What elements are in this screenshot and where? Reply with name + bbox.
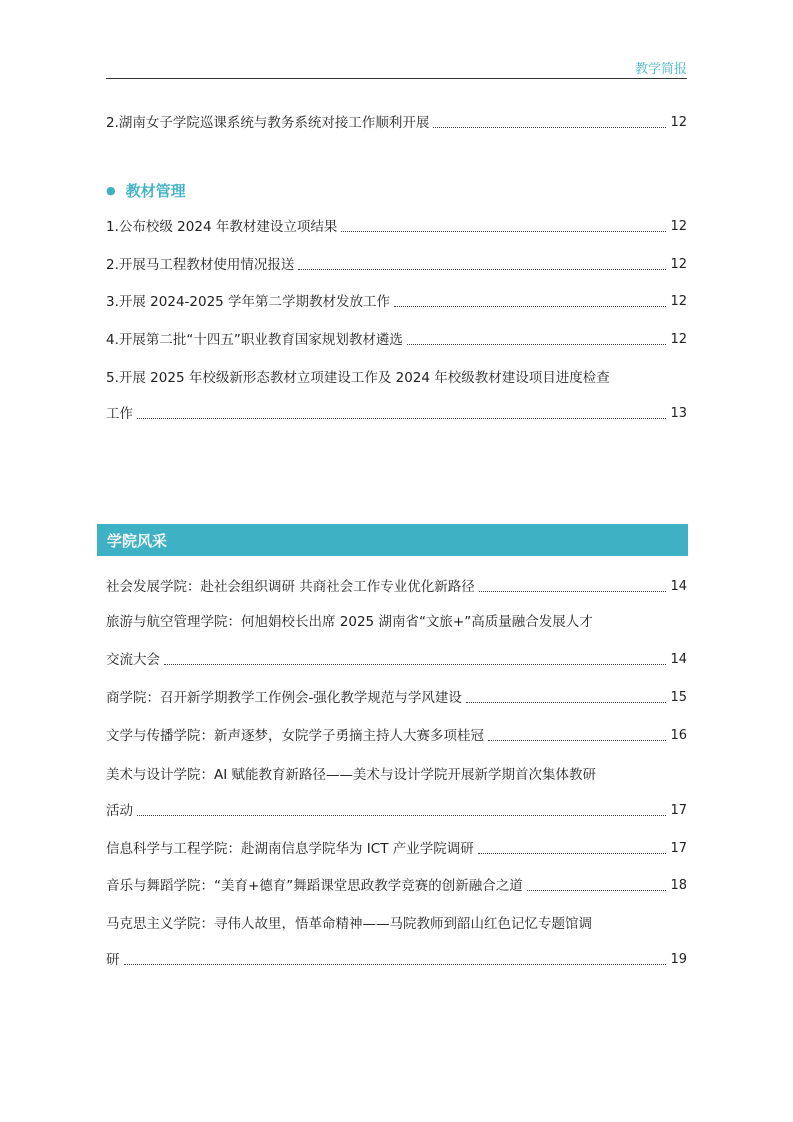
toc-page-number: 12	[670, 257, 687, 272]
toc-entry[interactable]	[106, 871, 687, 895]
toc-entry-text: 文学与传播学院：新声逐梦，女院学子勇摘主持人大赛多项桂冠	[106, 728, 484, 744]
toc-entry[interactable]	[106, 108, 687, 132]
toc-page-number: 15	[670, 690, 687, 705]
section-heading-textbook	[106, 180, 186, 201]
toc-leader	[479, 590, 667, 592]
toc-entry[interactable]	[106, 834, 687, 858]
toc-page-number: 12	[670, 332, 687, 347]
section-heading-text: 教材管理	[125, 182, 186, 200]
bullet-icon: ●	[106, 184, 116, 197]
toc-leader	[341, 230, 666, 232]
toc-page-number: 12	[670, 294, 687, 309]
toc-entry-text: 1.公布校级 2024 年教材建设立项结果	[106, 219, 338, 235]
toc-entry-text: 研	[106, 952, 120, 968]
toc-entry-text: 3.开展 2024-2025 学年第二学期教材发放工作	[106, 294, 391, 310]
toc-entry-text: 4.开展第二批“十四五”职业教育国家规划教材遴选	[106, 332, 403, 348]
toc-entry[interactable]	[106, 572, 687, 596]
toc-entry-text: 信息科学与工程学院：赴湖南信息学院华为 ICT 产业学院调研	[106, 841, 474, 857]
toc-leader	[478, 852, 667, 854]
toc-entry[interactable]	[106, 683, 687, 707]
toc-entry-text: 工作	[106, 406, 133, 422]
toc-leader	[124, 963, 667, 965]
toc-leader	[298, 268, 666, 270]
toc-entry[interactable]	[106, 721, 687, 745]
toc-leader	[433, 126, 666, 128]
toc-leader	[164, 663, 666, 665]
toc-page-number: 17	[670, 841, 687, 856]
toc-entry-text: 2.湖南女子学院巡课系统与教务系统对接工作顺利开展	[106, 115, 430, 131]
toc-page-number: 13	[670, 406, 687, 421]
toc-entry[interactable]	[106, 287, 687, 311]
toc-page-number: 17	[670, 803, 687, 818]
toc-entry[interactable]	[106, 945, 687, 969]
toc-entry-text: 社会发展学院：赴社会组织调研 共商社会工作专业优化新路径	[106, 579, 475, 595]
toc-entry[interactable]	[106, 325, 687, 349]
toc-entry-text: 2.开展马工程教材使用情况报送	[106, 257, 295, 273]
page-header-title: 教学简报	[634, 62, 687, 77]
toc-entry[interactable]	[106, 796, 687, 820]
toc-entry-text: 音乐与舞蹈学院：“美育+德育”舞蹈课堂思政教学竞赛的创新融合之道	[106, 878, 523, 894]
toc-page-number: 12	[670, 219, 687, 234]
toc-page-number: 14	[670, 579, 687, 594]
toc-leader	[407, 343, 667, 345]
toc-entry-text: 商学院：召开新学期教学工作例会-强化教学规范与学风建设	[106, 690, 462, 706]
toc-entry-first-line[interactable]: 旅游与航空管理学院：何旭娟校长出席 2025 湖南省“文旅+”高质量融合发展人才	[106, 614, 593, 630]
toc-entry-first-line[interactable]: 5.开展 2025 年校级新形态教材立项建设工作及 2024 年校级教材建设项目进度检查	[106, 370, 610, 386]
toc-page-number: 19	[670, 952, 687, 967]
toc-leader	[466, 701, 667, 703]
toc-entry-first-line[interactable]: 马克思主义学院：寻伟人故里，悟革命精神——马院教师到韶山红色记忆专题馆调	[106, 916, 592, 932]
toc-entry[interactable]	[106, 212, 687, 236]
section-banner-college: 学院风采	[97, 524, 688, 556]
toc-entry[interactable]	[106, 645, 687, 669]
toc-leader	[137, 814, 666, 816]
toc-entry-first-line[interactable]: 美术与设计学院：AI 赋能教育新路径——美术与设计学院开展新学期首次集体教研	[106, 767, 597, 783]
toc-entry[interactable]	[106, 399, 687, 423]
toc-page-number: 18	[670, 878, 687, 893]
toc-page-number: 14	[670, 652, 687, 667]
toc-page-number: 12	[670, 115, 687, 130]
header-divider	[106, 78, 687, 79]
toc-leader	[137, 417, 666, 419]
toc-leader	[527, 889, 667, 891]
toc-entry[interactable]	[106, 250, 687, 274]
toc-entry-text: 活动	[106, 803, 133, 819]
toc-entry-text: 交流大会	[106, 652, 160, 668]
toc-leader	[488, 739, 666, 741]
toc-page-number: 16	[670, 728, 687, 743]
toc-leader	[394, 305, 666, 307]
